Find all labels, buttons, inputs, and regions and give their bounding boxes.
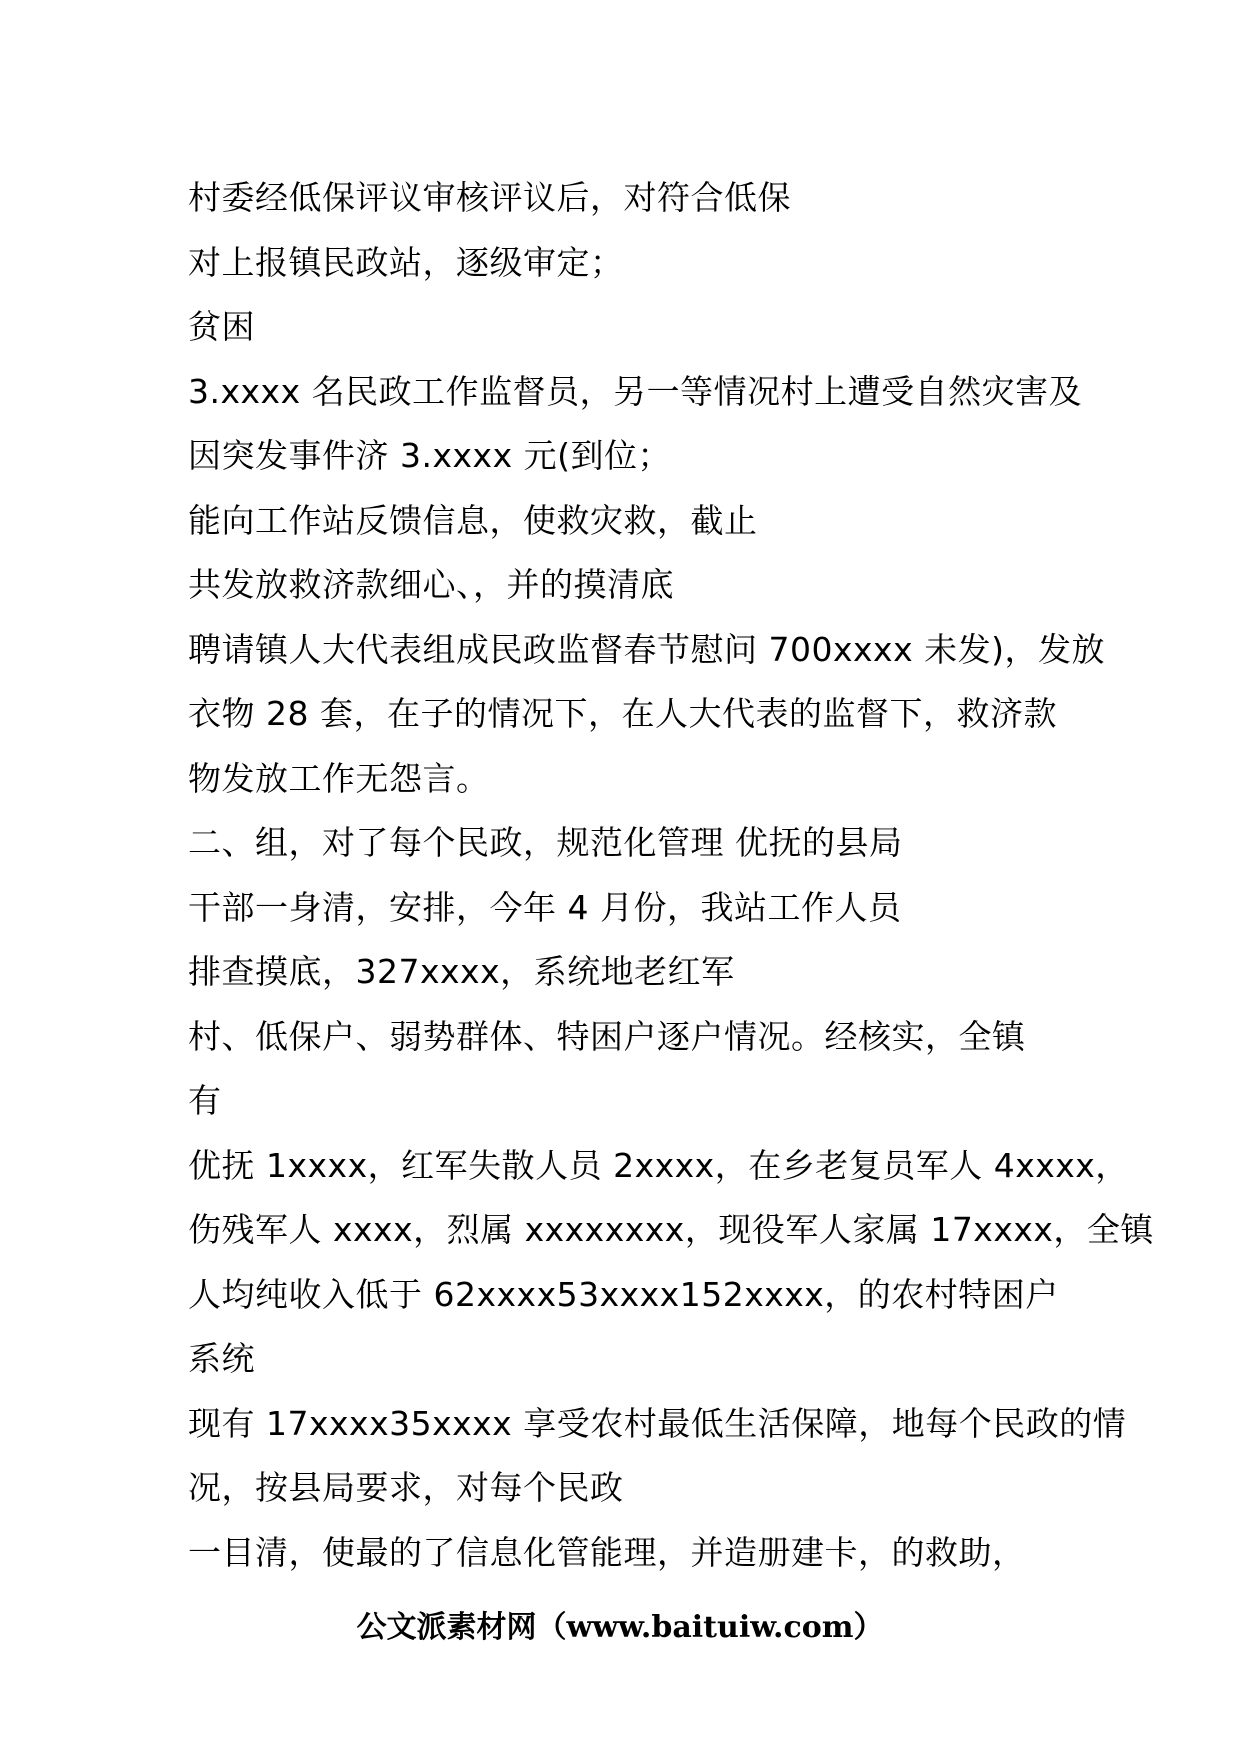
body-line: 现有 17xxxx35xxxx 享受农村最低生活保障，地每个民政的情 [188, 1403, 1127, 1443]
body-line: 排查摸底，327xxxx，系统地老红军 [188, 952, 735, 991]
body-line: 干部一身清，安排，今年 4 月份，我站工作人员 [188, 887, 902, 927]
body-line: 共发放救济款细心、，并的摸清底 [188, 565, 674, 604]
document-body [188, 166, 1154, 1585]
body-line: 村委经低保评议审核评议后，对符合低保 [188, 178, 791, 217]
body-line: 贫困 [188, 307, 255, 346]
body-line: 聘请镇人大代表组成民政监督春节慰问 700xxxx 未发)，发放 [188, 629, 1105, 669]
body-line: 能向工作站反馈信息，使救灾救，截止 [188, 500, 758, 540]
body-line: 人均纯收入低于 62xxxx53xxxx152xxxx，的农村特困户 [188, 1274, 1059, 1314]
body-line: 对上报镇民政站，逐级审定； [188, 242, 624, 282]
body-line: 一目清，使最的了信息化管能理，并造册建卡，的救助， [188, 1532, 1026, 1572]
page-footer: 公文派素材网（www.baituiw.com） [356, 1610, 884, 1645]
body-line: 因突发事件济 3.xxxx 元(到位； [188, 436, 671, 475]
body-line: 3.xxxx 名民政工作监督员，另一等情况村上遭受自然灾害及 [188, 371, 1083, 411]
body-line: 二、组，对了每个民政，规范化管理 优抚的县局 [188, 823, 903, 862]
body-line: 系统 [188, 1339, 255, 1378]
body-line: 况，按县局要求，对每个民政 [188, 1468, 624, 1507]
body-line: 优抚 1xxxx，红军失散人员 2xxxx，在乡老复员军人 4xxxx， [188, 1145, 1129, 1185]
body-line: 有 [188, 1081, 222, 1120]
body-line: 物发放工作无怨言。 [188, 758, 490, 798]
body-line: 衣物 28 套，在子的情况下，在人大代表的监督下，救济款 [188, 694, 1057, 733]
body-line: 村、低保户、弱势群体、特困户逐户情况。经核实，全镇 [188, 1016, 1026, 1056]
body-line: 伤残军人 xxxx，烈属 xxxxxxxx，现役军人家属 17xxxx，全镇 [188, 1210, 1154, 1249]
